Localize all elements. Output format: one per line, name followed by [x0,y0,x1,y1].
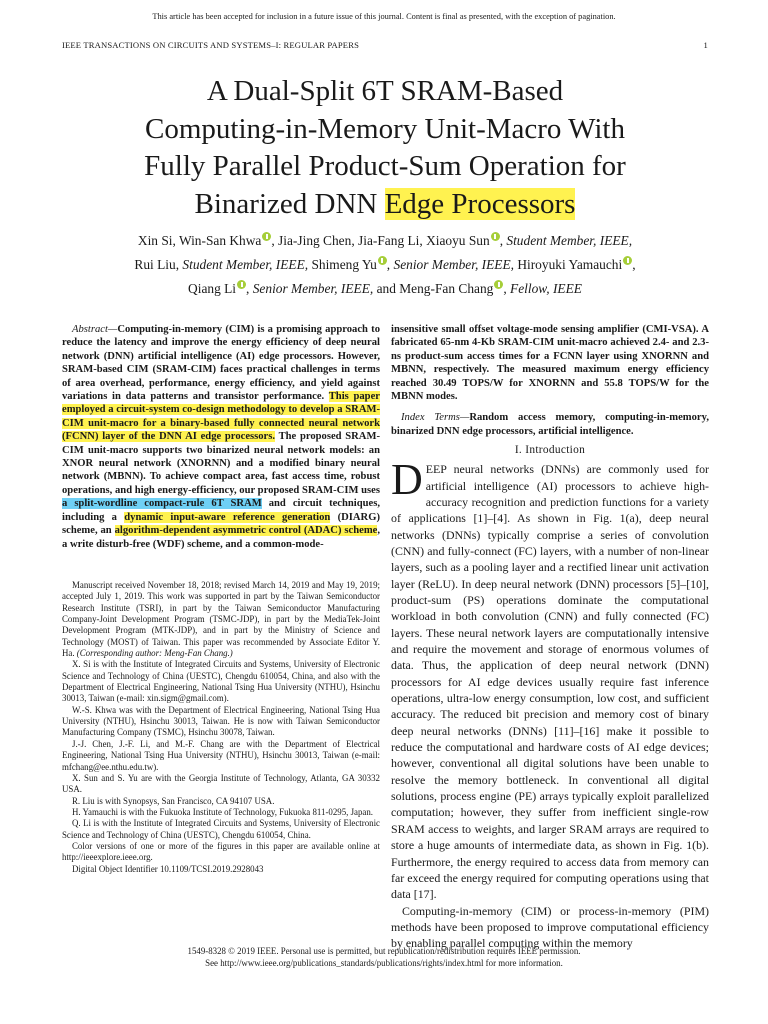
orcid-icon[interactable] [623,256,632,265]
orcid-icon[interactable] [494,280,503,289]
title-line-3: Fully Parallel Product-Sum Operation for [144,150,626,182]
footnote: X. Sun and S. Yu are with the Georgia Institute of Technology, Atlanta, GA 30332 USA. [62,772,380,795]
title-line-4: Binarized DNN Edge Processors [194,187,576,220]
author-line-1: Xin Si, Win-San Khwa , Jia-Jing Chen, Jia-Fang Li, Xiaoyu Sun , Student Member, IEEE, [137,233,633,248]
abstract-highlight: a split-wordline compact-rule 6T SRAM [62,498,262,510]
author-line-3: Qiang Li , Senior Member, IEEE, and Meng-Fan Chang , Fellow, IEEE [188,281,582,296]
abstract-label: Abstract— [72,324,118,335]
abstract-highlight: dynamic input-aware reference generation [124,511,331,523]
title-line-2: Computing-in-Memory Unit-Macro With [145,112,625,145]
paper-title [62,73,708,223]
journal-name: IEEE TRANSACTIONS ON CIRCUITS AND SYSTEMS–I: REGULAR PAPERS [62,40,360,50]
author-list [62,229,708,301]
footnote: X. Si is with the Institute of Integrated Circuits and Systems, University of Electronic Science and Technology of China (UESTC), Chengdu 610054, China, and also with the Department of Electrical Engineering, National Tsing Hua University (NTHU), Hsinchu 30013, Taiwan (e-mail: xin.sigm@gmail.com). [62,659,380,704]
footnote: W.-S. Khwa was with the Department of Electrical Engineering, National Tsing Hua University (NTHU), Hsinchu 30013, Taiwan. He is now with Taiwan Semiconductor Manufacturing Company (TSMC), Hsinchu 30078, Taiwan. [62,704,380,738]
footnotes [62,580,380,875]
author-line-2: Rui Liu, Student Member, IEEE, Shimeng Yu , Senior Member, IEEE, Hiroyuki Yamauchi , [134,257,636,272]
index-terms-label: Index Terms— [401,412,470,424]
footnote: Manuscript received November 18, 2018; revised March 14, 2019 and May 19, 2019; accepted July 1, 2019. This work was supported in part by the Taiwan Semiconductor Research Institute (TSRI), in part by the Taiwan Semiconductor Manufacturing Company-Joint Development Program (TSMC-JDP), in part by the MediaTek-Joint Development Program (MTK-JDP), and in part by the Ministry of Science and Technology (MOST) of Taiwan. This paper was recommended by Associate Editor Y. Ha. (Corresponding author: Meng-Fan Chang.) [62,580,380,659]
orcid-icon[interactable] [378,256,387,265]
right-column [391,323,709,952]
copyright-notice: 1549-8328 © 2019 IEEE. Personal use is permitted, but republication/redistribution requires IEEE permission. See http://www.ieee.org/publications_standards/publications/rights/index.html for more information. [187,946,581,968]
title-highlight: Edge Processors [384,187,576,220]
abstract-highlight: This paper employed a circuit-system co-design methodology to develop a SRAM-CIM unit-macro for a binary-based fully connected neural network (FCNN) layer of the DNN AI edge processors. [62,391,380,443]
footnote: J.-J. Chen, J.-F. Li, and M.-F. Chang are with the Department of Electrical Engineering, National Tsing Hua University (NTHU), Hsinchu 30013, Taiwan (e-mail: mfchang@ee.nthu.edu.tw). [62,738,380,772]
paragraph: Computing-in-memory (CIM) or process-in-memory (PIM) methods have been proposed to improve computational efficiency by enabling parallel computing within the memory [391,903,709,951]
drop-cap: D [391,455,423,505]
orcid-icon[interactable] [262,232,271,241]
page-number: 1 [703,40,708,50]
footnote: Color versions of one or more of the figures in this paper are available online at http://ieeexplore.ieee.org. [62,840,380,863]
orcid-icon[interactable] [237,280,246,289]
doi: Digital Object Identifier 10.1109/TCSI.2019.2928043 [72,863,264,874]
footnote: R. Liu is with Synopsys, San Francisco, CA 94107 USA. [72,795,275,806]
abstract-continued: insensitive small offset voltage-mode sensing amplifier (CMI-VSA). A fabricated 65-nm 4-Kb SRAM-CIM unit-macro achieved 2.4- and 2.3-ns product-sum access times for a FCNN layer using XNORNN and MBNN, respectively. The measured maximum energy efficiency reached 30.49 TOPS/W for XNORNN and 55.8 TOPS/W for the MBNN modes. [391,324,709,403]
paragraph: DEEP neural networks (DNNs) are commonly used for artificial intelligence (AI) processors to achieve high-accuracy recognition and prediction functions for a variety of applications [1]–[4]. As shown in Fig. 1(a), deep neural networks (DNNs) typically comprise a series of convolution (CNN) and fully-connect (FC) layers, with a number of non-linear layers, such as a pooling layer and a rectified linear unit activation layer (ReLU). In deep neural network (DNN) processors [5]–[10], product-sum (PS) operations dominate the computational workload in both convolution (CNN) and fully connected (FC) layers. These neural network layers are computationally intensive and require the movement and storage of enormous volumes of data. Thus, the application of deep neural network (DNN) processors for AI edge devices usually require fast inference operations, ultra-low energy consumption, low cost, and sufficient accuracy. The reduced bit precision and memory cost of binary deep neural networks (DNNs) [11]–[16] make it possible to reduce the computational and hardware costs of AI edge devices; however, conventional all digital solutions have been unable to resolve the memory bottleneck. In conventional all digital solutions, process engine (PE) arrays typically exploit parallelized computation; however, they suffer from inefficient single-row SRAM access to weights, and larger SRAM arrays are required to store a huge amounts of intermediate data, as shown in Fig. 1(b). Furthermore, the energy required to access data from memory can far exceed the energy required for computing operations using that data [17]. [391,455,709,902]
title-line-1: A Dual-Split 6T SRAM-Based [206,75,564,107]
running-head [62,40,708,50]
abstract-highlight: algorithm-dependent asymmetric control (ADAC) scheme [114,525,378,537]
orcid-icon[interactable] [491,232,500,241]
footnote: Q. Li is with the Institute of Integrated Circuits and Systems, University of Electronic Science and Technology of China (UESTC), Chengdu 610054, China. [62,818,380,840]
acceptance-notice: This article has been accepted for inclusion in a future issue of this journal. Content is final as presented, with the exception of pagination. [152,12,616,21]
footnote: H. Yamauchi is with the Fukuoka Institute of Technology, Fukuoka 811-0295, Japan. [72,806,374,817]
introduction-body [391,455,709,951]
abstract: Abstract—Computing-in-memory (CIM) is a promising approach to reduce the latency and improve the energy efficiency of deep neural network (DNN) artificial intelligence (AI) edge processors. However, SRAM-based CIM (SRAM-CIM) faces practical challenges in terms of area overhead, performance, energy efficiency, and yield against variations in data patterns and transistor performance. This paper employed a circuit-system co-design methodology to develop a SRAM-CIM unit-macro for a binary-based fully connected neural network (FCNN) layer of the DNN AI edge processors. The proposed SRAM-CIM unit-macro supports two binarized neural network models: an XNOR neural network (XNORNN) and a modified binary neural network (MBNN). To achieve compact area, fast access time, robust operations, and high energy-efficiency, our proposed SRAM-CIM uses a split-wordline compact-rule 6T SRAM and circuit techniques, including a dynamic input-aware reference generation (DIARG) scheme, an algorithm-dependent asymmetric control (ADAC) scheme, a write disturb-free (WDF) scheme, and a common-mode- [62,324,380,550]
index-terms: Index Terms—Random access memory, computing-in-memory, binarized DNN edge processors, artificial intelligence. [391,412,709,437]
left-column [62,323,380,551]
section-heading: I. Introduction [514,444,586,457]
